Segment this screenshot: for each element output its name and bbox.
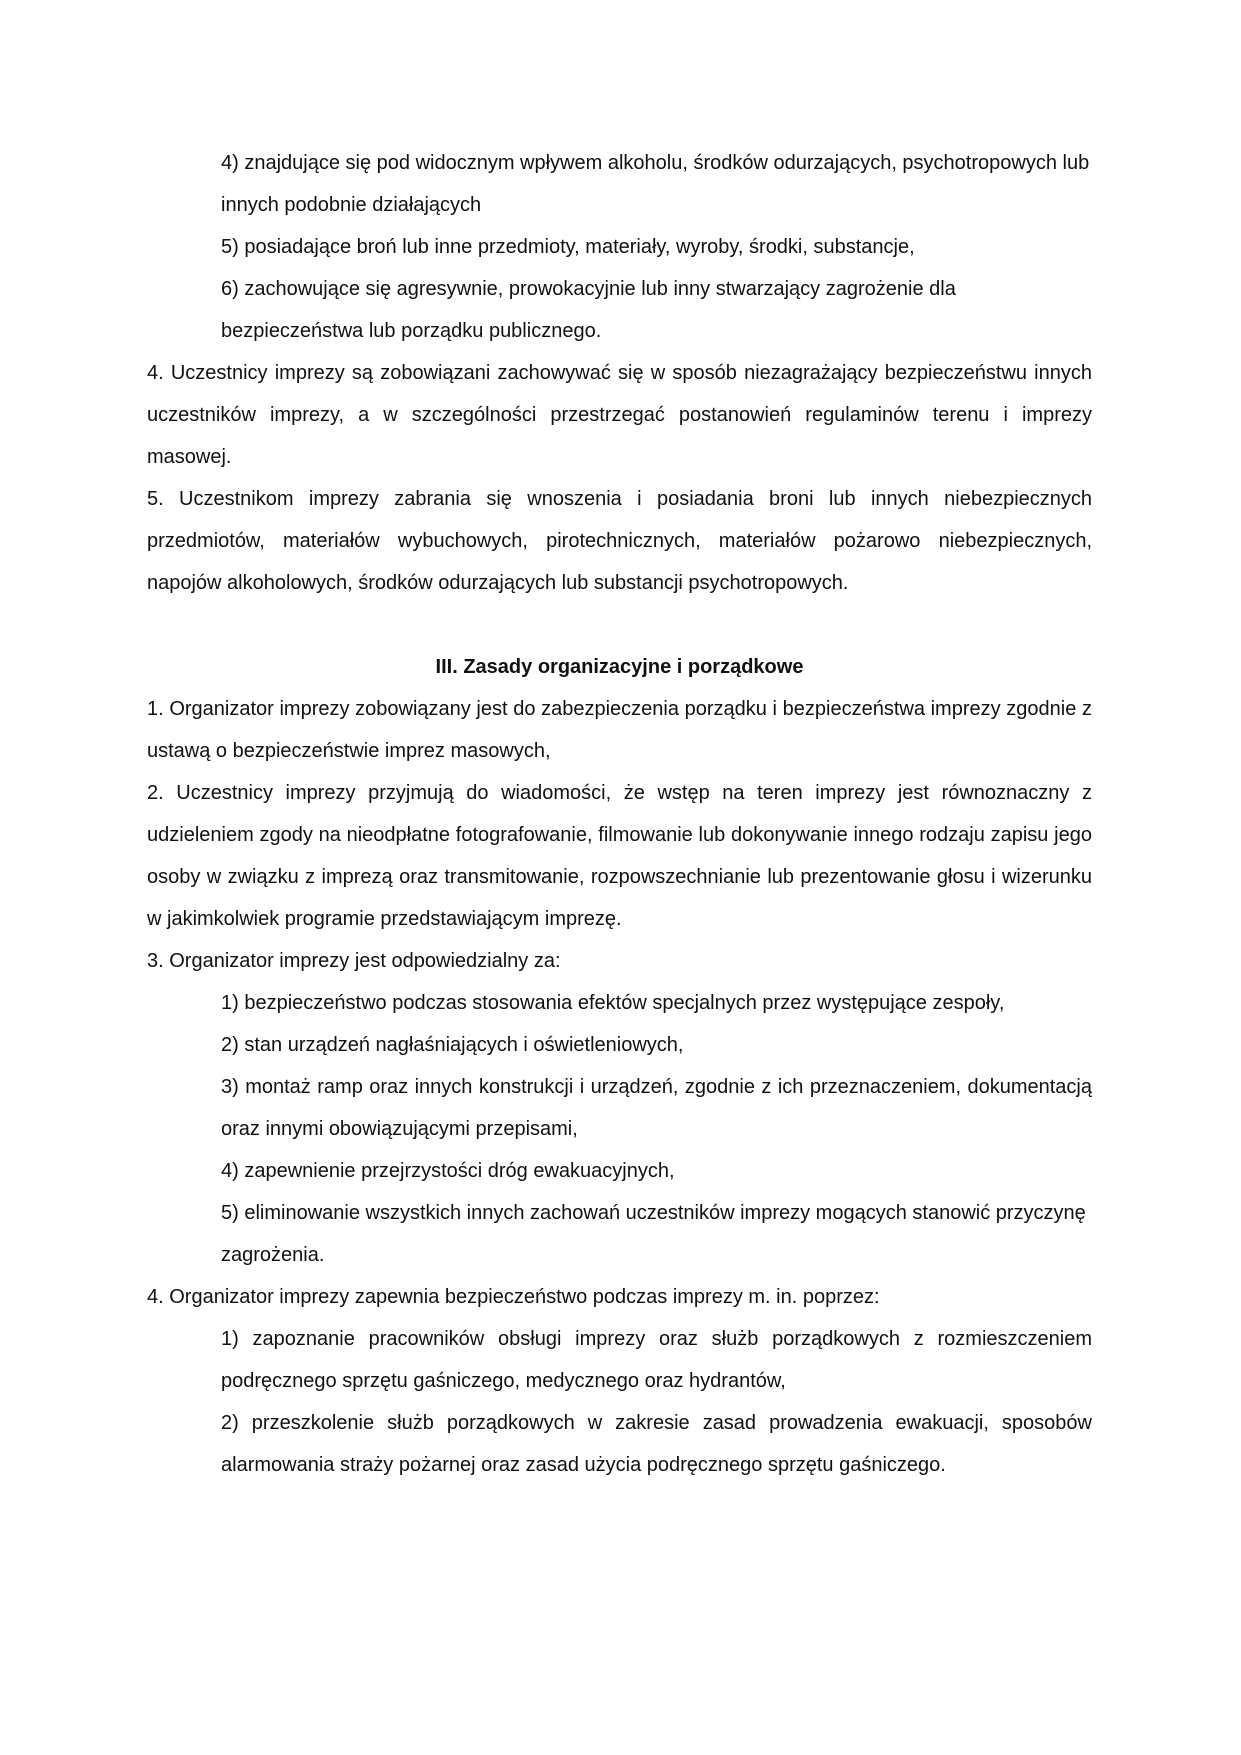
section-spacer bbox=[147, 604, 1092, 646]
list-item: 1) bezpieczeństwo podczas stosowania efektów specjalnych przez występujące zespoły, bbox=[221, 992, 1005, 1014]
list-item: 4) zapewnienie przejrzystości dróg ewakuacyjnych, bbox=[221, 1160, 675, 1182]
list-item: 6) zachowujące się agresywnie, prowokacyjnie lub inny stwarzający zagrożenie dla bezpieczeństwa lub porządku publicznego. bbox=[221, 278, 956, 342]
paragraph: 4. Organizator imprezy zapewnia bezpieczeństwo podczas imprezy m. in. poprzez: bbox=[147, 1286, 880, 1308]
paragraph: 4. Uczestnicy imprezy są zobowiązani zachowywać się w sposób niezagrażający bezpieczeństwu innych uczestników imprezy, a w szczególności przestrzegać postanowień regulaminów terenu i imprezy masowej. bbox=[147, 362, 1092, 468]
paragraph: 3. Organizator imprezy jest odpowiedzialny za: bbox=[147, 950, 561, 972]
list-item: 2) przeszkolenie służb porządkowych w zakresie zasad prowadzenia ewakuacji, sposobów alarmowania straży pożarnej oraz zasad użycia podręcznego sprzętu gaśniczego. bbox=[221, 1412, 1092, 1476]
list-item: 4) znajdujące się pod widocznym wpływem alkoholu, środków odurzających, psychotropowych lub innych podobnie działających bbox=[221, 152, 1090, 216]
paragraph: 1. Organizator imprezy zobowiązany jest do zabezpieczenia porządku i bezpieczeństwa imprezy zgodnie z ustawą o bezpieczeństwie imprez masowych, bbox=[147, 698, 1092, 762]
list-item: 5) posiadające broń lub inne przedmioty, materiały, wyroby, środki, substancje, bbox=[221, 236, 915, 258]
section-heading: III. Zasady organizacyjne i porządkowe bbox=[435, 656, 804, 678]
paragraph: 5. Uczestnikom imprezy zabrania się wnoszenia i posiadania broni lub innych niebezpiecznych przedmiotów, materiałów wybuchowych, pirotechnicznych, materiałów pożarowo niebezpiecznych, napojów alkoholowych, środków odurzających lub substancji psychotropowych. bbox=[147, 488, 1092, 594]
list-item: 3) montaż ramp oraz innych konstrukcji i urządzeń, zgodnie z ich przeznaczeniem, dokumentacją oraz innymi obowiązującymi przepisami, bbox=[221, 1076, 1092, 1140]
paragraph: 2. Uczestnicy imprezy przyjmują do wiadomości, że wstęp na teren imprezy jest równoznaczny z udzieleniem zgody na nieodpłatne fotografowanie, filmowanie lub dokonywanie innego rodzaju zapisu jego osoby w związku z imprezą oraz transmitowanie, rozpowszechnianie lub prezentowanie głosu i wizerunku w jakimkolwiek programie przedstawiającym imprezę. bbox=[147, 782, 1092, 930]
list-item: 1) zapoznanie pracowników obsługi imprezy oraz służb porządkowych z rozmieszczeniem podręcznego sprzętu gaśniczego, medycznego oraz hydrantów, bbox=[221, 1328, 1092, 1392]
document-content bbox=[147, 142, 1092, 1486]
list-item: 5) eliminowanie wszystkich innych zachowań uczestników imprezy mogących stanowić przyczynę zagrożenia. bbox=[221, 1202, 1086, 1266]
list-item: 2) stan urządzeń nagłaśniających i oświetleniowych, bbox=[221, 1034, 684, 1056]
